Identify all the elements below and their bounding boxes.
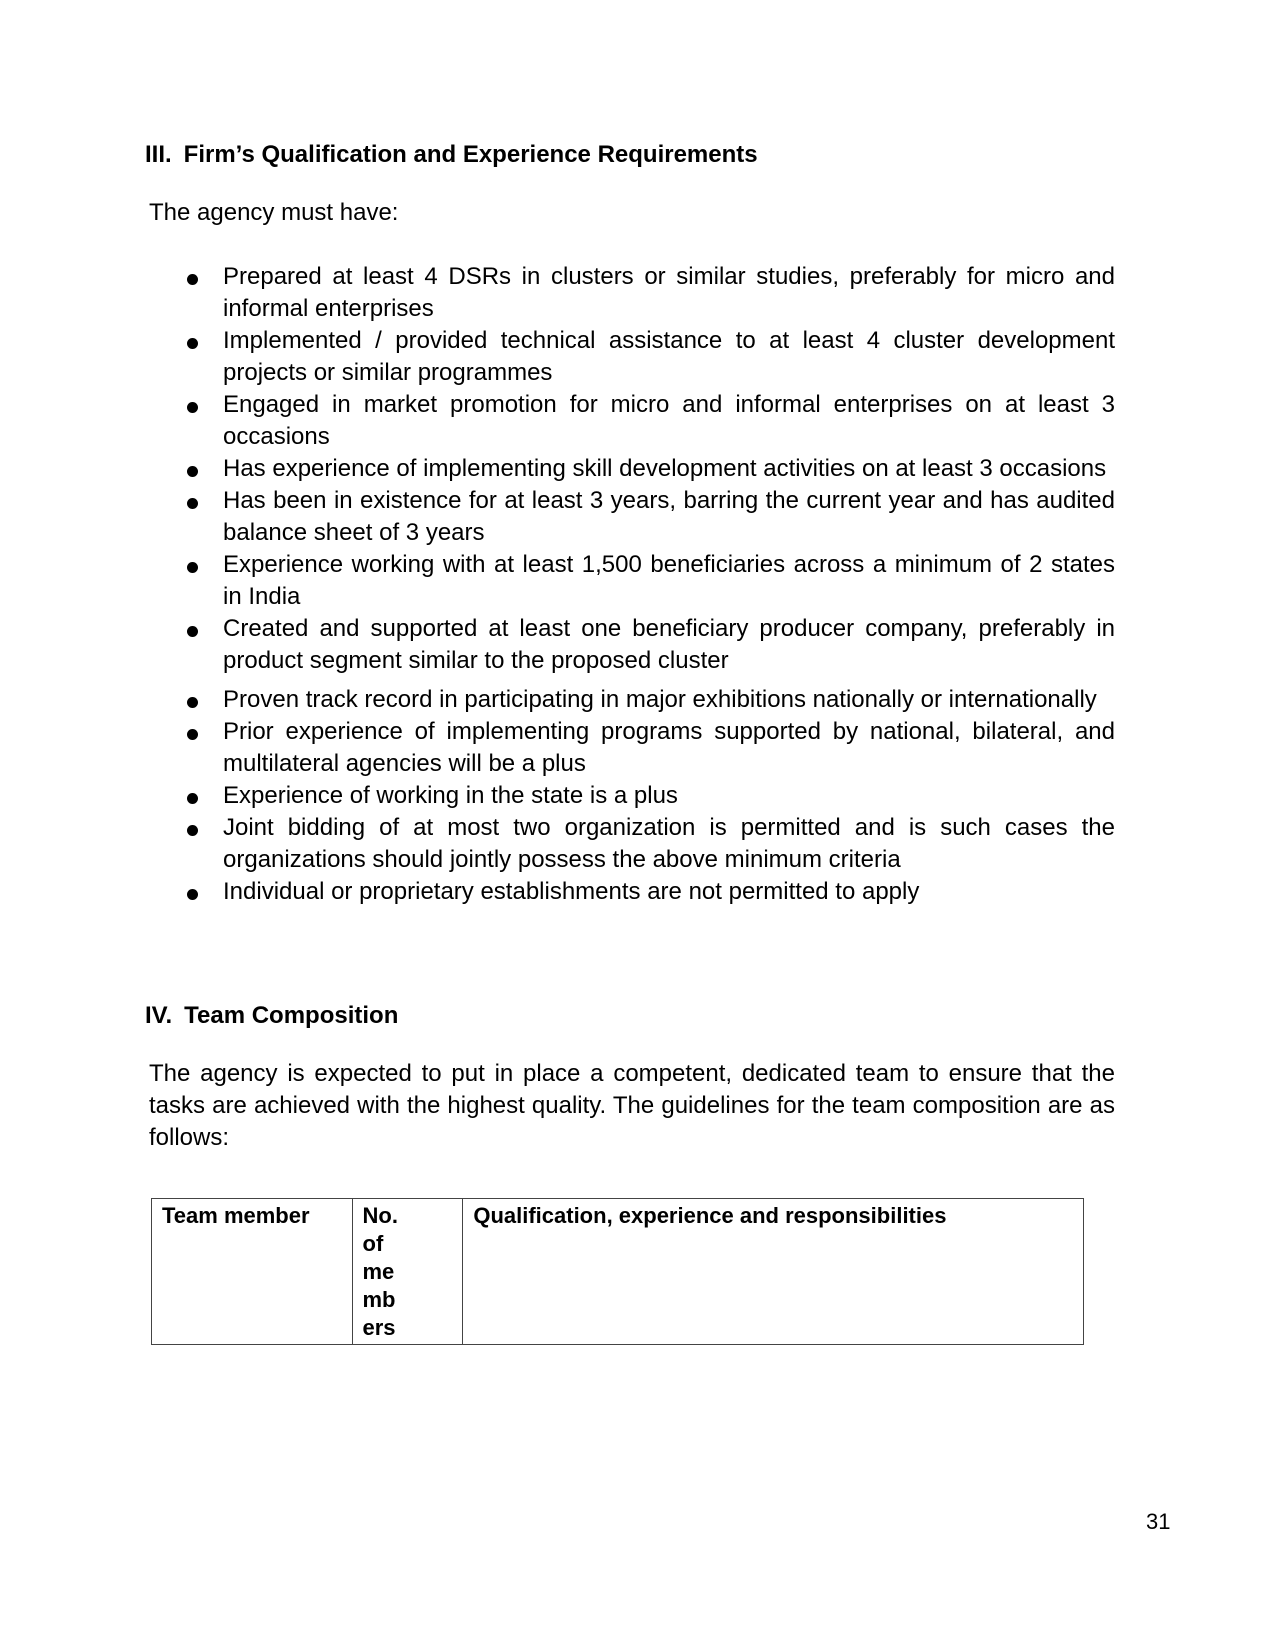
section-3-number: III.	[145, 141, 172, 168]
requirements-list	[149, 261, 1115, 908]
column-header-number-of-members: No. of me mb ers	[352, 1199, 463, 1345]
bullet-icon	[187, 825, 198, 836]
section-3-intro: The agency must have:	[149, 199, 399, 226]
bullet-icon	[187, 889, 198, 900]
list-item: Individual or proprietary establishments are not permitted to apply	[149, 876, 1115, 908]
bullet-icon	[187, 697, 198, 708]
bullet-icon	[187, 274, 198, 285]
list-item: Proven track record in participating in major exhibitions nationally or internationally	[149, 684, 1115, 716]
list-item: Engaged in market promotion for micro and informal enterprises on at least 3 occasions	[149, 389, 1115, 453]
column-header-team-member: Team member	[152, 1199, 353, 1345]
list-item: Created and supported at least one beneficiary producer company, preferably in product segment similar to the proposed cluster	[149, 613, 1115, 677]
bullet-icon	[187, 793, 198, 804]
section-4-title: Team Composition	[184, 1002, 399, 1029]
bullet-icon	[187, 729, 198, 740]
section-4-heading	[145, 1002, 398, 1030]
section-4-number: IV.	[145, 1002, 173, 1029]
team-composition-table	[151, 1198, 1084, 1345]
section-4-intro: The agency is expected to put in place a competent, dedicated team to ensure that the tasks are achieved with the highest quality. The guidelines for the team composition are as follows:	[149, 1060, 1115, 1151]
list-item: Prior experience of implementing programs supported by national, bilateral, and multilateral agencies will be a plus	[149, 716, 1115, 780]
list-item: Has experience of implementing skill development activities on at least 3 occasions	[149, 453, 1115, 485]
section-3-title: Firm’s Qualification and Experience Requirements	[183, 141, 758, 168]
bullet-icon	[187, 626, 198, 637]
bullet-icon	[187, 338, 198, 349]
column-header-qualification: Qualification, experience and responsibilities	[463, 1199, 1084, 1345]
list-item: Has been in existence for at least 3 years, barring the current year and has audited balance sheet of 3 years	[149, 485, 1115, 549]
list-item: Joint bidding of at most two organization is permitted and is such cases the organizations should jointly possess the above minimum criteria	[149, 812, 1115, 876]
bullet-icon	[187, 402, 198, 413]
bullet-icon	[187, 498, 198, 509]
list-item: Experience working with at least 1,500 beneficiaries across a minimum of 2 states in India	[149, 549, 1115, 613]
table-header-row	[152, 1199, 1084, 1345]
bullet-icon	[187, 466, 198, 477]
list-item: Experience of working in the state is a plus	[149, 780, 1115, 812]
list-item: Prepared at least 4 DSRs in clusters or similar studies, preferably for micro and informal enterprises	[149, 261, 1115, 325]
bullet-icon	[187, 562, 198, 573]
page-number: 31	[1146, 1509, 1171, 1534]
list-item: Implemented / provided technical assistance to at least 4 cluster development projects or similar programmes	[149, 325, 1115, 389]
section-3-heading	[145, 141, 758, 169]
